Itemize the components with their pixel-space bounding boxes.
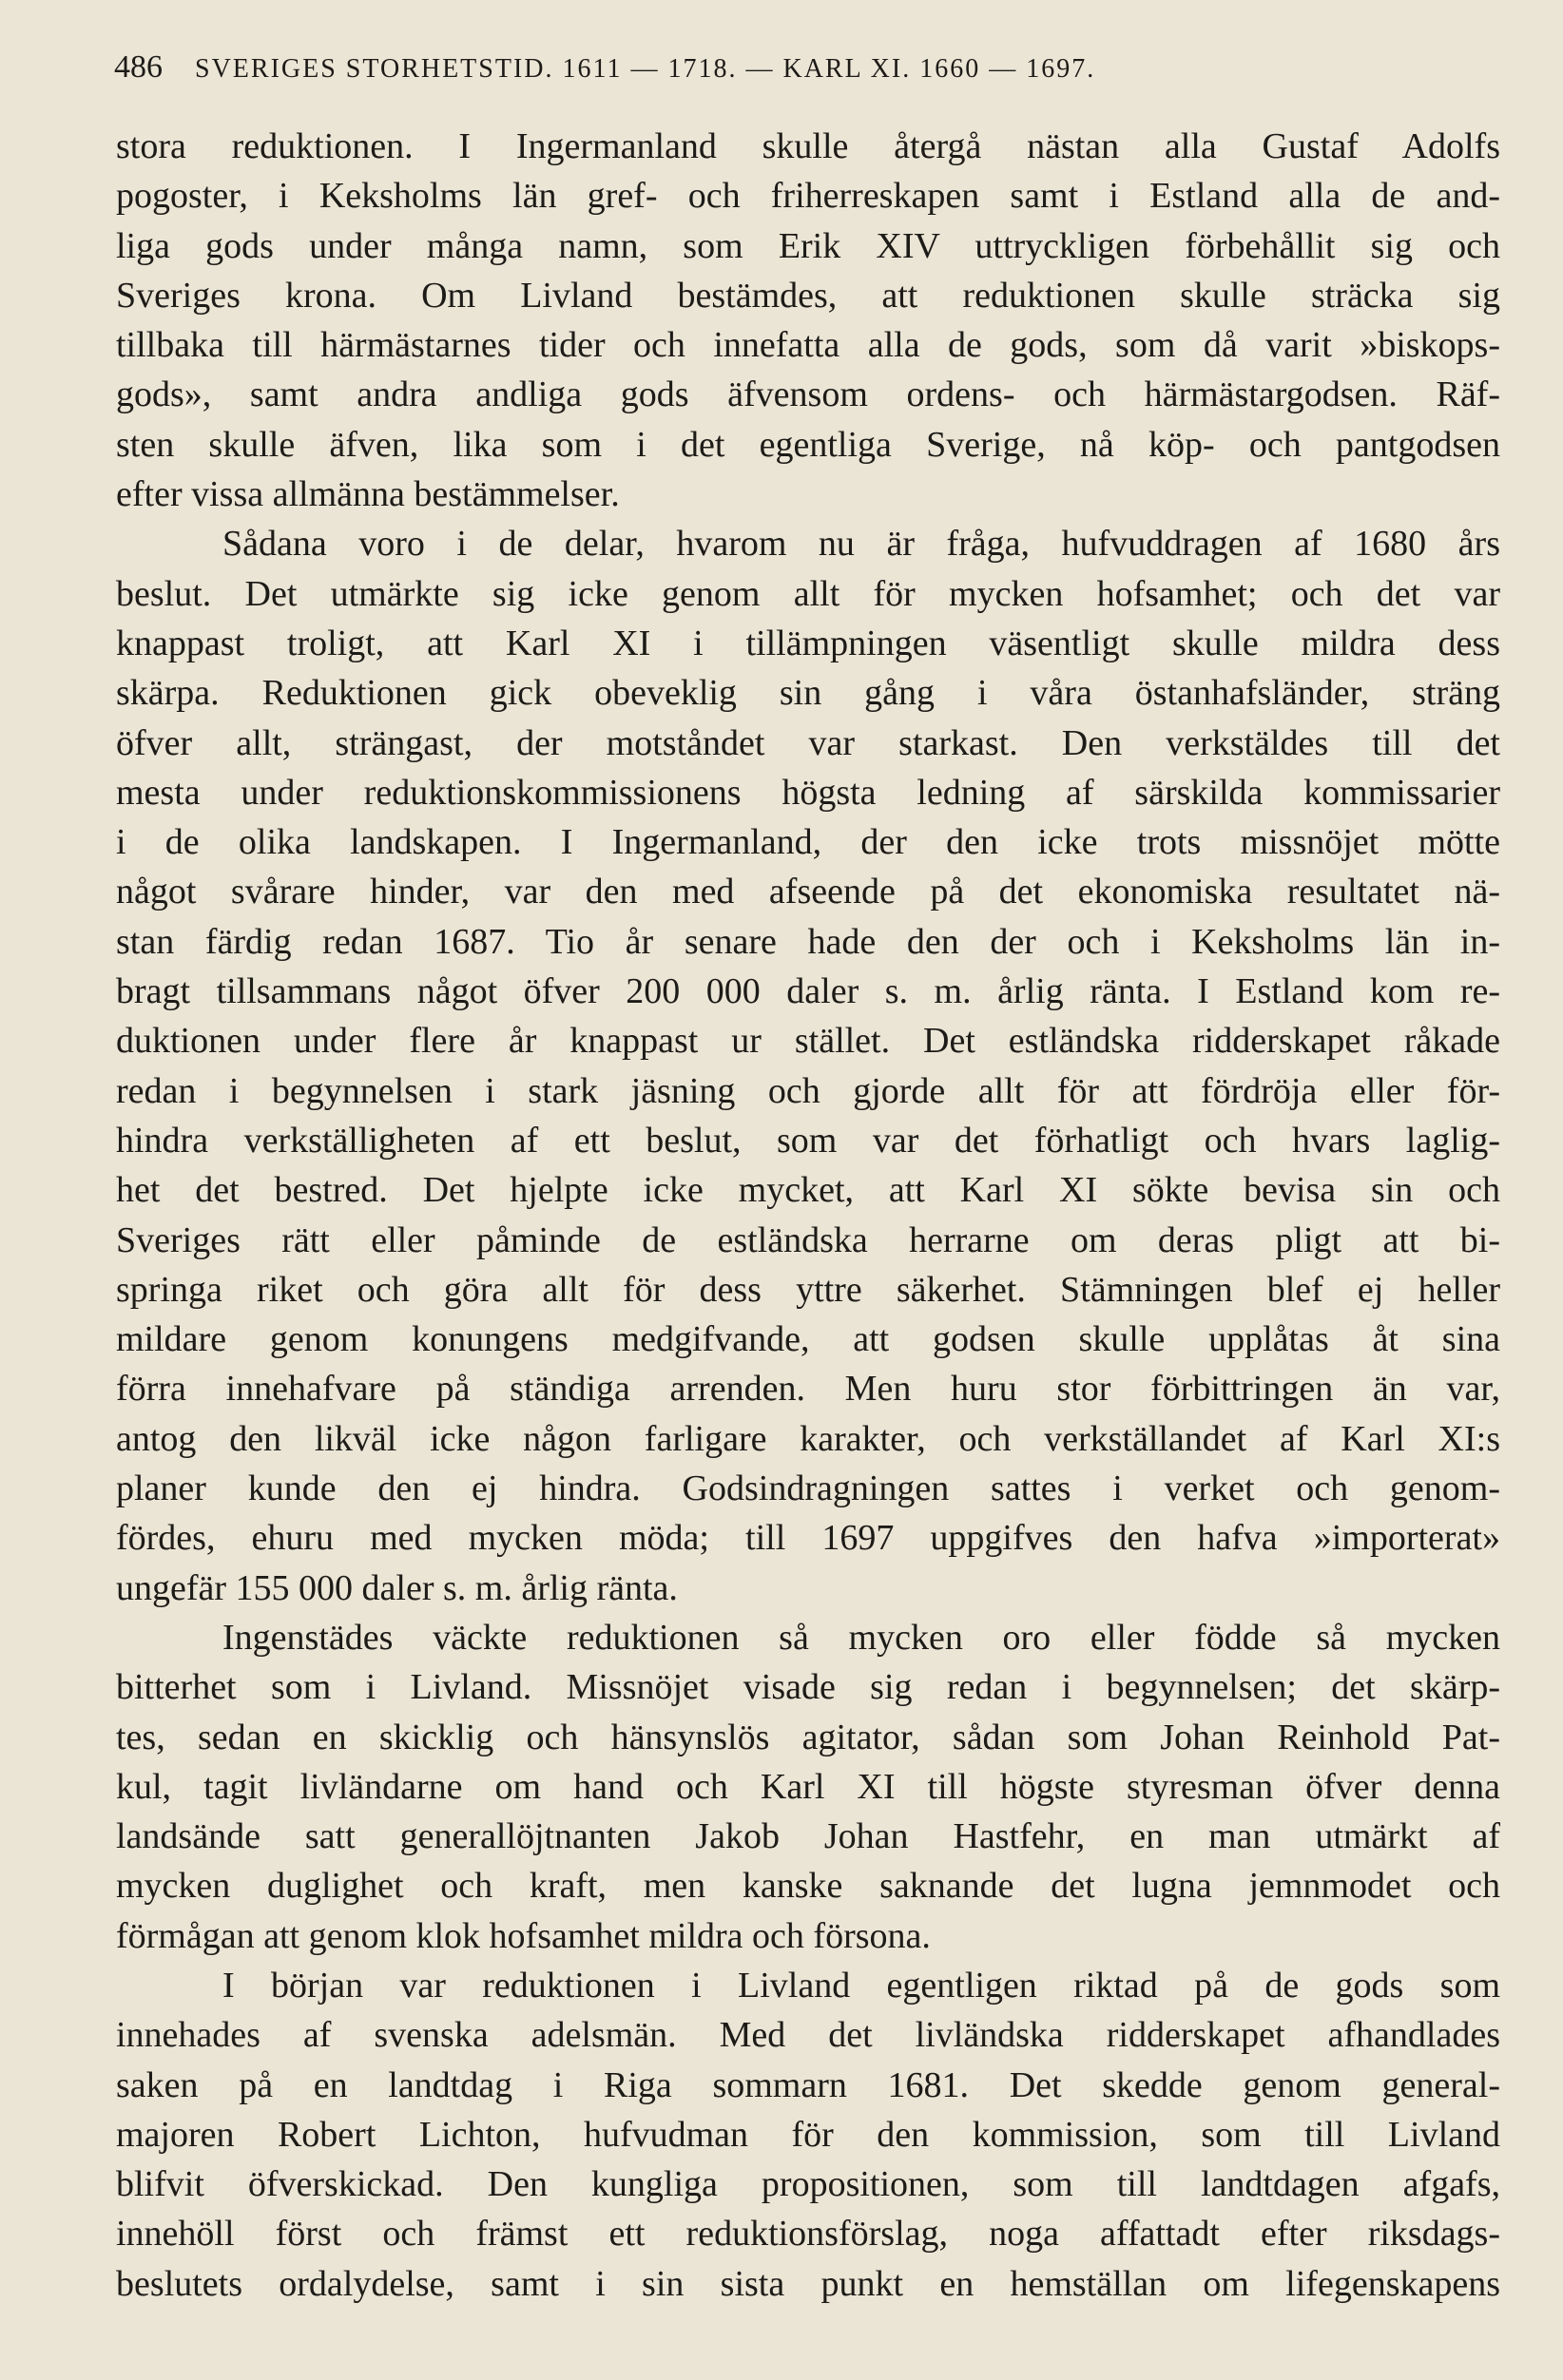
text-line: ungefär 155 000 daler s. m. årlig ränta. [116,1567,678,1608]
page-header [114,49,1502,95]
text-line: bitterhet som i Livland. Missnöjet visade sig redan i begynnelsen; det skärp- [116,1667,1500,1708]
text-line: landsände satt generallöjtnanten Jakob Johan Hastfehr, en man utmärkt af [116,1816,1500,1857]
text-line: blifvit öfverskickad. Den kungliga propositionen, som till landtdagen afgafs, [116,2164,1500,2205]
text-line: Sådana voro i de delar, hvarom nu är fråga, hufvuddragen af 1680 års [222,524,1500,565]
text-line: beslut. Det utmärkte sig icke genom allt för mycken hofsamhet; och det var [116,573,1500,614]
page-number: 486 [114,49,163,85]
paragraph [116,1961,1500,2309]
text-line: något svårare hinder, var den med afseende på det ekonomiska resultatet nä- [116,872,1500,912]
page-body [116,122,1500,2309]
text-line: gods», samt andra andliga gods äfvensom ordens- och härmästargodsen. Räf- [116,374,1500,415]
text-line: mycken duglighet och kraft, men kanske saknande det lugna jemnmodet och [116,1866,1500,1907]
text-line: innehades af svenska adelsmän. Med det livländska ridderskapet afhandlades [116,2015,1500,2056]
text-line: saken på en landtdag i Riga sommarn 1681. Det skedde genom general- [116,2064,1500,2105]
text-line: Sveriges krona. Om Livland bestämdes, att reduktionen skulle sträcka sig [116,275,1500,316]
text-line: fördes, ehuru med mycken möda; till 1697 uppgifves den hafva »importerat» [116,1518,1500,1559]
text-line: Sveriges rätt eller påminde de estländska herrarne om deras pligt att bi- [116,1219,1500,1260]
text-line: sten skulle äfven, lika som i det egentliga Sverige, nå köp- och pantgodsen [116,424,1500,465]
text-line: tillbaka till härmästarnes tider och innefatta alla de gods, som då varit »biskops- [116,325,1500,366]
text-line: innehöll först och främst ett reduktionsförslag, noga affattadt efter riksdags- [116,2214,1500,2255]
text-line: majoren Robert Lichton, hufvudman för den kommission, som till Livland [116,2114,1500,2155]
text-line: stan färdig redan 1687. Tio år senare hade den der och i Keksholms län in- [116,921,1500,962]
paragraph [116,122,1500,519]
paragraph [116,519,1500,1613]
text-line: efter vissa allmänna bestämmelser. [116,474,620,515]
text-line: het det bestred. Det hjelpte icke mycket, att Karl XI sökte bevisa sin och [116,1170,1500,1211]
text-line: förmågan att genom klok hofsamhet mildra och försona. [116,1915,931,1956]
text-line: redan i begynnelsen i stark jäsning och gjorde allt för att fördröja eller för- [116,1070,1500,1111]
running-head: SVERIGES STORHETSTID. 1611 — 1718. — KARL XI. 1660 — 1697. [195,54,1096,84]
text-line: kul, tagit livländarne om hand och Karl XI till högste styresman öfver denna [116,1766,1500,1807]
text-line: Ingenstädes väckte reduktionen så mycken oro eller födde så mycken [222,1617,1500,1658]
text-line: öfver allt, strängast, der motståndet var starkast. Den verkstäldes till det [116,722,1500,763]
text-line: förra innehafvare på ständiga arrenden. Men huru stor förbittringen än var, [116,1369,1500,1410]
text-line: skärpa. Reduktionen gick obeveklig sin gång i våra östanhafsländer, sträng [116,673,1500,714]
text-line: bragt tillsammans något öfver 200 000 daler s. m. årlig ränta. I Estland kom re- [116,971,1500,1012]
text-line: duktionen under flere år knappast ur stället. Det estländska ridderskapet råkade [116,1021,1500,1062]
text-line: knappast troligt, att Karl XI i tillämpningen väsentligt skulle mildra dess [116,623,1500,663]
text-line: tes, sedan en skicklig och hänsynslös agitator, sådan som Johan Reinhold Pat- [116,1717,1500,1757]
text-line: planer kunde den ej hindra. Godsindragningen sattes i verket och genom- [116,1468,1500,1509]
text-line: pogoster, i Keksholms län gref- och friherreskapen samt i Estland alla de and- [116,176,1500,217]
text-line: antog den likväl icke någon farligare karakter, och verkställandet af Karl XI:s [116,1418,1500,1459]
text-line: mildare genom konungens medgifvande, att godsen skulle upplåtas åt sina [116,1319,1500,1360]
text-line: stora reduktionen. I Ingermanland skulle återgå nästan alla Gustaf Adolfs [116,126,1500,166]
text-line: mesta under reduktionskommissionens högsta ledning af särskilda kommissarier [116,772,1500,813]
text-line: I början var reduktionen i Livland egentligen riktad på de gods som [222,1965,1500,2006]
text-line: liga gods under många namn, som Erik XIV uttryckligen förbehållit sig och [116,225,1500,266]
paragraph [116,1613,1500,1961]
text-line: hindra verkställigheten af ett beslut, som var det förhatligt och hvars laglig- [116,1120,1500,1161]
text-line: beslutets ordalydelse, samt i sin sista punkt en hemställan om lifegenskapens [116,2263,1500,2304]
text-line: i de olika landskapen. I Ingermanland, der den icke trots missnöjet mötte [116,822,1500,863]
text-line: springa riket och göra allt för dess yttre säkerhet. Stämningen blef ej heller [116,1269,1500,1310]
